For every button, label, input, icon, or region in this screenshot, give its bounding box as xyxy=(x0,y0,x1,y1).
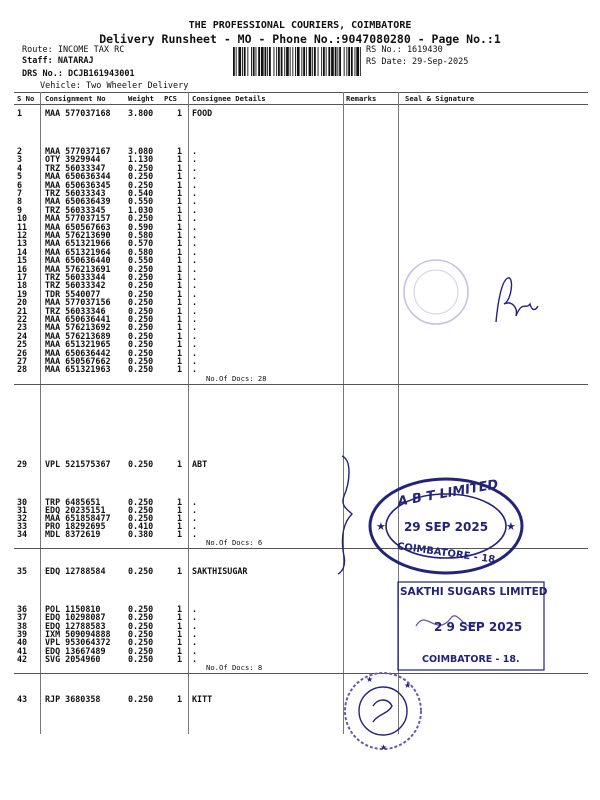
serial-number: 16 xyxy=(17,263,28,274)
docs-count: No.Of Docs: 8 xyxy=(206,663,263,673)
weight-value: 0.250 xyxy=(128,620,154,631)
consignment-number: TRZ 56033346 xyxy=(45,305,106,316)
serial-number: 41 xyxy=(17,645,28,656)
weight-value: 0.250 xyxy=(128,612,154,623)
consignee-placeholder-dot: . xyxy=(192,162,198,173)
serial-number: 12 xyxy=(17,230,28,240)
consignment-number: EDQ 13667489 xyxy=(45,645,106,656)
weight-value: 0.250 xyxy=(128,171,154,182)
consignment-number: MAA 576213692 xyxy=(45,322,111,333)
consignee-placeholder-dot: . xyxy=(192,497,198,507)
weight-value: 0.250 xyxy=(128,505,154,515)
consignee-placeholder-dot: . xyxy=(192,521,198,531)
weight-value: 0.250 xyxy=(128,356,154,366)
abt-stamp-name: A B T LIMITED xyxy=(396,477,500,510)
pieces-count: 1 xyxy=(177,255,183,266)
consignee-placeholder-dot: . xyxy=(192,272,198,282)
consignment-number: MAA 576213691 xyxy=(45,263,111,274)
consignment-number: TDR 5540077 xyxy=(45,288,101,299)
consignee-placeholder-dot: . xyxy=(192,604,198,614)
consignee-name: KITT xyxy=(192,694,213,704)
serial-number: 6 xyxy=(17,179,23,190)
weight-value: 0.570 xyxy=(128,238,154,249)
pieces-count: 1 xyxy=(177,612,183,623)
consignment-number: MAA 577037157 xyxy=(45,213,111,224)
serial-number: 39 xyxy=(17,628,28,639)
weight-value: 0.580 xyxy=(128,246,154,257)
pieces-count: 1 xyxy=(177,297,183,308)
serial-number: 37 xyxy=(17,612,28,623)
serial-number: 42 xyxy=(17,653,28,664)
consignee-placeholder-dot: . xyxy=(192,179,198,190)
consignment-number: MAA 650636441 xyxy=(45,314,111,324)
abt-stamp-date: 29 SEP 2025 xyxy=(403,520,489,534)
serial-number: 9 xyxy=(17,204,23,215)
consignment-number: PRO 18292695 xyxy=(45,521,106,531)
table-row xyxy=(0,459,600,470)
svg-text:★: ★ xyxy=(506,520,516,533)
consignee-placeholder-dot: . xyxy=(192,529,198,539)
sakthi-stamp-date: 2 9 SEP 2025 xyxy=(434,620,523,634)
serial-number: 36 xyxy=(17,604,28,614)
consignment-number: OTY 3929944 xyxy=(45,154,101,165)
consignment-number: MAA 650636345 xyxy=(45,179,111,190)
consignee-placeholder-dot: . xyxy=(192,364,198,375)
pieces-count: 1 xyxy=(177,213,183,224)
pieces-count: 1 xyxy=(177,513,183,523)
serial-number: 26 xyxy=(17,347,28,358)
consignee-placeholder-dot: . xyxy=(192,505,198,515)
consignment-number: IXM 509094888 xyxy=(45,628,111,639)
weight-value: 0.250 xyxy=(128,604,154,614)
pieces-count: 1 xyxy=(177,314,183,324)
weight-value: 0.250 xyxy=(128,628,154,639)
serial-number: 32 xyxy=(17,513,28,523)
consignee-placeholder-dot: . xyxy=(192,637,198,648)
faint-round-stamp xyxy=(398,250,478,340)
weight-value: 3.080 xyxy=(128,146,154,156)
weight-value: 0.550 xyxy=(128,255,154,266)
consignee-placeholder-dot: . xyxy=(192,171,198,182)
pieces-count: 1 xyxy=(177,529,183,539)
consignee-placeholder-dot: . xyxy=(192,322,198,333)
consignment-number: VPL 953064372 xyxy=(45,637,111,648)
consignment-number: TRZ 56033342 xyxy=(45,280,106,291)
pieces-count: 1 xyxy=(177,339,183,350)
consignment-number: MAA 651321964 xyxy=(45,246,111,257)
pieces-count: 1 xyxy=(177,263,183,274)
weight-value: 0.250 xyxy=(128,459,154,469)
pieces-count: 1 xyxy=(177,694,183,704)
barcode-image xyxy=(233,47,362,76)
pieces-count: 1 xyxy=(177,238,183,249)
weight-value: 0.250 xyxy=(128,645,154,656)
header-top-rule xyxy=(14,92,588,93)
consignment-number: MAA 650636440 xyxy=(45,255,111,266)
consignment-number: MAA 650567663 xyxy=(45,221,111,232)
weight-value: 0.250 xyxy=(128,162,154,173)
pieces-count: 1 xyxy=(177,179,183,190)
weight-value: 0.250 xyxy=(128,280,154,291)
serial-number: 38 xyxy=(17,620,28,631)
pieces-count: 1 xyxy=(177,272,183,282)
weight-value: 0.250 xyxy=(128,637,154,648)
pieces-count: 1 xyxy=(177,188,183,198)
serial-number: 28 xyxy=(17,364,28,375)
pieces-count: 1 xyxy=(177,221,183,232)
consignee-placeholder-dot: . xyxy=(192,213,198,224)
consignee-placeholder-dot: . xyxy=(192,204,198,215)
col-remarks: Remarks xyxy=(346,94,377,103)
serial-number: 34 xyxy=(17,529,28,539)
pieces-count: 1 xyxy=(177,171,183,182)
docs-count: No.Of Docs: 28 xyxy=(206,373,267,383)
serial-number: 22 xyxy=(17,314,28,324)
svg-text:★: ★ xyxy=(404,681,412,690)
pieces-count: 1 xyxy=(177,204,183,215)
consignee-placeholder-dot: . xyxy=(192,255,198,266)
weight-value: 0.250 xyxy=(128,497,154,507)
weight-value: 0.250 xyxy=(128,314,154,324)
serial-number: 33 xyxy=(17,521,28,531)
serial-number: 14 xyxy=(17,246,28,257)
weight-value: 0.250 xyxy=(128,322,154,333)
table-row xyxy=(0,108,600,119)
pieces-count: 1 xyxy=(177,230,183,240)
pieces-count: 1 xyxy=(177,356,183,366)
weight-value: 0.250 xyxy=(128,653,154,664)
consignment-number: MAA 651321966 xyxy=(45,238,111,249)
consignment-number: TRZ 56033344 xyxy=(45,272,106,282)
consignee-placeholder-dot: . xyxy=(192,339,198,350)
serial-number: 13 xyxy=(17,238,28,249)
svg-text:★: ★ xyxy=(376,520,386,533)
weight-value: 0.580 xyxy=(128,230,154,240)
pieces-count: 1 xyxy=(177,146,183,156)
serial-number: 18 xyxy=(17,280,28,291)
weight-value: 3.800 xyxy=(128,108,154,118)
serial-number: 15 xyxy=(17,255,28,266)
serial-number: 5 xyxy=(17,171,23,182)
serial-number: 29 xyxy=(17,459,28,469)
consignment-number: POL 1150810 xyxy=(45,604,101,614)
serial-number: 25 xyxy=(17,339,28,350)
serial-number: 30 xyxy=(17,497,28,507)
consignee-placeholder-dot: . xyxy=(192,263,198,274)
consignment-number: MAA 651321963 xyxy=(45,364,111,375)
weight-value: 0.550 xyxy=(128,196,154,207)
consignee-placeholder-dot: . xyxy=(192,645,198,656)
consignee-placeholder-dot: . xyxy=(192,196,198,207)
col-seal-signature: Seal & Signature xyxy=(405,94,475,103)
consignment-number: MAA 577037156 xyxy=(45,297,111,308)
consignee-placeholder-dot: . xyxy=(192,280,198,291)
pieces-count: 1 xyxy=(177,505,183,515)
pieces-count: 1 xyxy=(177,162,183,173)
pieces-count: 1 xyxy=(177,521,183,531)
consignment-number: EDQ 12788584 xyxy=(45,566,106,576)
weight-value: 0.250 xyxy=(128,263,154,274)
serial-number: 40 xyxy=(17,637,28,648)
sakthi-stamp-city: COIMBATORE - 18. xyxy=(422,654,520,665)
pieces-count: 1 xyxy=(177,288,183,299)
pieces-count: 1 xyxy=(177,246,183,257)
consignee-placeholder-dot: . xyxy=(192,513,198,523)
pieces-count: 1 xyxy=(177,628,183,639)
weight-value: 0.250 xyxy=(128,288,154,299)
consignment-number: MAA 577037168 xyxy=(45,108,111,118)
serial-number: 23 xyxy=(17,322,28,333)
consignment-number: RJP 3680358 xyxy=(45,694,101,704)
consignee-placeholder-dot: . xyxy=(192,288,198,299)
abt-limited-stamp xyxy=(366,474,526,578)
serial-number: 1 xyxy=(17,108,23,118)
svg-text:★: ★ xyxy=(366,675,374,684)
pieces-count: 1 xyxy=(177,637,183,648)
handwritten-signature-1 xyxy=(490,270,540,330)
consignment-number: TRZ 56033343 xyxy=(45,188,106,198)
serial-number: 27 xyxy=(17,356,28,366)
table-row xyxy=(0,364,600,375)
serial-number: 35 xyxy=(17,566,28,576)
svg-text:★: ★ xyxy=(380,743,388,752)
consignee-name: FOOD xyxy=(192,108,213,118)
abt-stamp-city: COIMBATORE - 18 xyxy=(396,541,496,566)
pieces-count: 1 xyxy=(177,645,183,656)
rs-date: RS Date: 29-Sep-2025 xyxy=(366,57,469,67)
consignment-number: TRZ 56033347 xyxy=(45,162,106,173)
consignee-placeholder-dot: . xyxy=(192,238,198,249)
pieces-count: 1 xyxy=(177,322,183,333)
weight-value: 0.250 xyxy=(128,213,154,224)
weight-value: 0.250 xyxy=(128,330,154,341)
weight-value: 0.250 xyxy=(128,513,154,523)
rs-number: RS No.: 1619430 xyxy=(366,45,443,55)
weight-value: 0.250 xyxy=(128,297,154,308)
drs-label: DRS No.: DCJB161943001 xyxy=(22,69,135,79)
weight-value: 0.250 xyxy=(128,566,154,576)
pieces-count: 1 xyxy=(177,108,183,118)
pieces-count: 1 xyxy=(177,305,183,316)
consignment-number: MAA 577037167 xyxy=(45,146,111,156)
serial-number: 2 xyxy=(17,146,23,156)
consignee-placeholder-dot: . xyxy=(192,314,198,324)
consignment-number: MAA 651321965 xyxy=(45,339,111,350)
consignment-number: MAA 650636439 xyxy=(45,196,111,207)
weight-value: 0.250 xyxy=(128,272,154,282)
consignee-placeholder-dot: . xyxy=(192,246,198,257)
serial-number: 4 xyxy=(17,162,23,173)
pieces-count: 1 xyxy=(177,347,183,358)
consignee-name: SAKTHISUGAR xyxy=(192,566,248,576)
staff-label: Staff: NATARAJ xyxy=(22,56,94,66)
serial-number: 11 xyxy=(17,221,28,232)
pieces-count: 1 xyxy=(177,566,183,576)
table-row xyxy=(0,694,600,705)
consignee-placeholder-dot: . xyxy=(192,146,198,156)
consignee-placeholder-dot: . xyxy=(192,347,198,358)
col-consignee: Consignee Details xyxy=(192,94,266,103)
consignee-placeholder-dot: . xyxy=(192,612,198,623)
pieces-count: 1 xyxy=(177,330,183,341)
weight-value: 0.250 xyxy=(128,347,154,358)
consignment-number: SVG 2054960 xyxy=(45,653,101,664)
pieces-count: 1 xyxy=(177,653,183,664)
consignee-placeholder-dot: . xyxy=(192,620,198,631)
weight-value: 1.130 xyxy=(128,154,154,165)
consignment-number: TRP 6485651 xyxy=(45,497,101,507)
company-title: THE PROFESSIONAL COURIERS, COIMBATORE xyxy=(188,20,412,31)
consignment-number: MAA 650636344 xyxy=(45,171,111,182)
serial-number: 24 xyxy=(17,330,28,341)
weight-value: 0.540 xyxy=(128,188,154,198)
sakthi-stamp-name: SAKTHI SUGARS LIMITED xyxy=(400,586,548,598)
consignee-placeholder-dot: . xyxy=(192,653,198,664)
consignment-number: VPL 521575367 xyxy=(45,459,111,469)
handwritten-bracket-mark xyxy=(330,452,360,577)
serial-number: 31 xyxy=(17,505,28,515)
consignee-placeholder-dot: . xyxy=(192,221,198,232)
weight-value: 0.590 xyxy=(128,221,154,232)
consignee-placeholder-dot: . xyxy=(192,330,198,341)
pieces-count: 1 xyxy=(177,459,183,469)
serial-number: 43 xyxy=(17,694,28,704)
consignment-number: MAA 576213689 xyxy=(45,330,111,341)
kitt-round-seal xyxy=(340,668,426,754)
consignee-placeholder-dot: . xyxy=(192,356,198,366)
weight-value: 0.380 xyxy=(128,529,154,539)
group-separator xyxy=(14,384,588,385)
consignment-number: MDL 8372619 xyxy=(45,529,101,539)
weight-value: 0.250 xyxy=(128,339,154,350)
pieces-count: 1 xyxy=(177,497,183,507)
serial-number: 8 xyxy=(17,196,23,207)
weight-value: 0.250 xyxy=(128,364,154,375)
weight-value: 0.250 xyxy=(128,694,154,704)
consignee-placeholder-dot: . xyxy=(192,305,198,316)
serial-number: 3 xyxy=(17,154,23,165)
col-sno: S No xyxy=(17,94,35,103)
consignee-placeholder-dot: . xyxy=(192,297,198,308)
pieces-count: 1 xyxy=(177,620,183,631)
col-consignment: Consignment No xyxy=(45,94,106,103)
consignee-placeholder-dot: . xyxy=(192,230,198,240)
vehicle-label: Vehicle: Two Wheeler Delivery xyxy=(40,81,189,91)
pieces-count: 1 xyxy=(177,154,183,165)
consignment-number: MAA 651858477 xyxy=(45,513,111,523)
weight-value: 0.410 xyxy=(128,521,154,531)
col-weight: Weight xyxy=(128,94,154,103)
consignment-number: MAA 650636442 xyxy=(45,347,111,358)
weight-value: 0.250 xyxy=(128,179,154,190)
consignee-placeholder-dot: . xyxy=(192,154,198,165)
pieces-count: 1 xyxy=(177,364,183,375)
col-pcs: PCS xyxy=(164,94,177,103)
header-bottom-rule xyxy=(14,104,588,105)
serial-number: 7 xyxy=(17,188,23,198)
serial-number: 17 xyxy=(17,272,28,282)
pieces-count: 1 xyxy=(177,196,183,207)
consignment-number: EDQ 12788583 xyxy=(45,620,106,631)
serial-number: 20 xyxy=(17,297,28,308)
consignment-number: MAA 576213690 xyxy=(45,230,111,240)
consignee-name: ABT xyxy=(192,459,208,469)
docs-count: No.Of Docs: 6 xyxy=(206,538,263,547)
pieces-count: 1 xyxy=(177,280,183,291)
consignee-placeholder-dot: . xyxy=(192,628,198,639)
weight-value: 0.250 xyxy=(128,305,154,316)
pieces-count: 1 xyxy=(177,604,183,614)
consignment-number: EDQ 10298087 xyxy=(45,612,106,623)
serial-number: 10 xyxy=(17,213,28,224)
route-label: Route: INCOME TAX RC xyxy=(22,45,125,55)
sakthi-sugars-stamp xyxy=(396,578,546,674)
consignment-number: TRZ 56033345 xyxy=(45,204,106,215)
consignment-number: MAA 650567662 xyxy=(45,356,111,366)
consignment-number: EDQ 20235151 xyxy=(45,505,106,515)
serial-number: 19 xyxy=(17,288,28,299)
serial-number: 21 xyxy=(17,305,28,316)
consignee-placeholder-dot: . xyxy=(192,188,198,198)
weight-value: 1.030 xyxy=(128,204,154,215)
runsheet-subtitle: Delivery Runsheet - MO - Phone No.:9047080280 - Page No.:1 xyxy=(99,32,501,46)
